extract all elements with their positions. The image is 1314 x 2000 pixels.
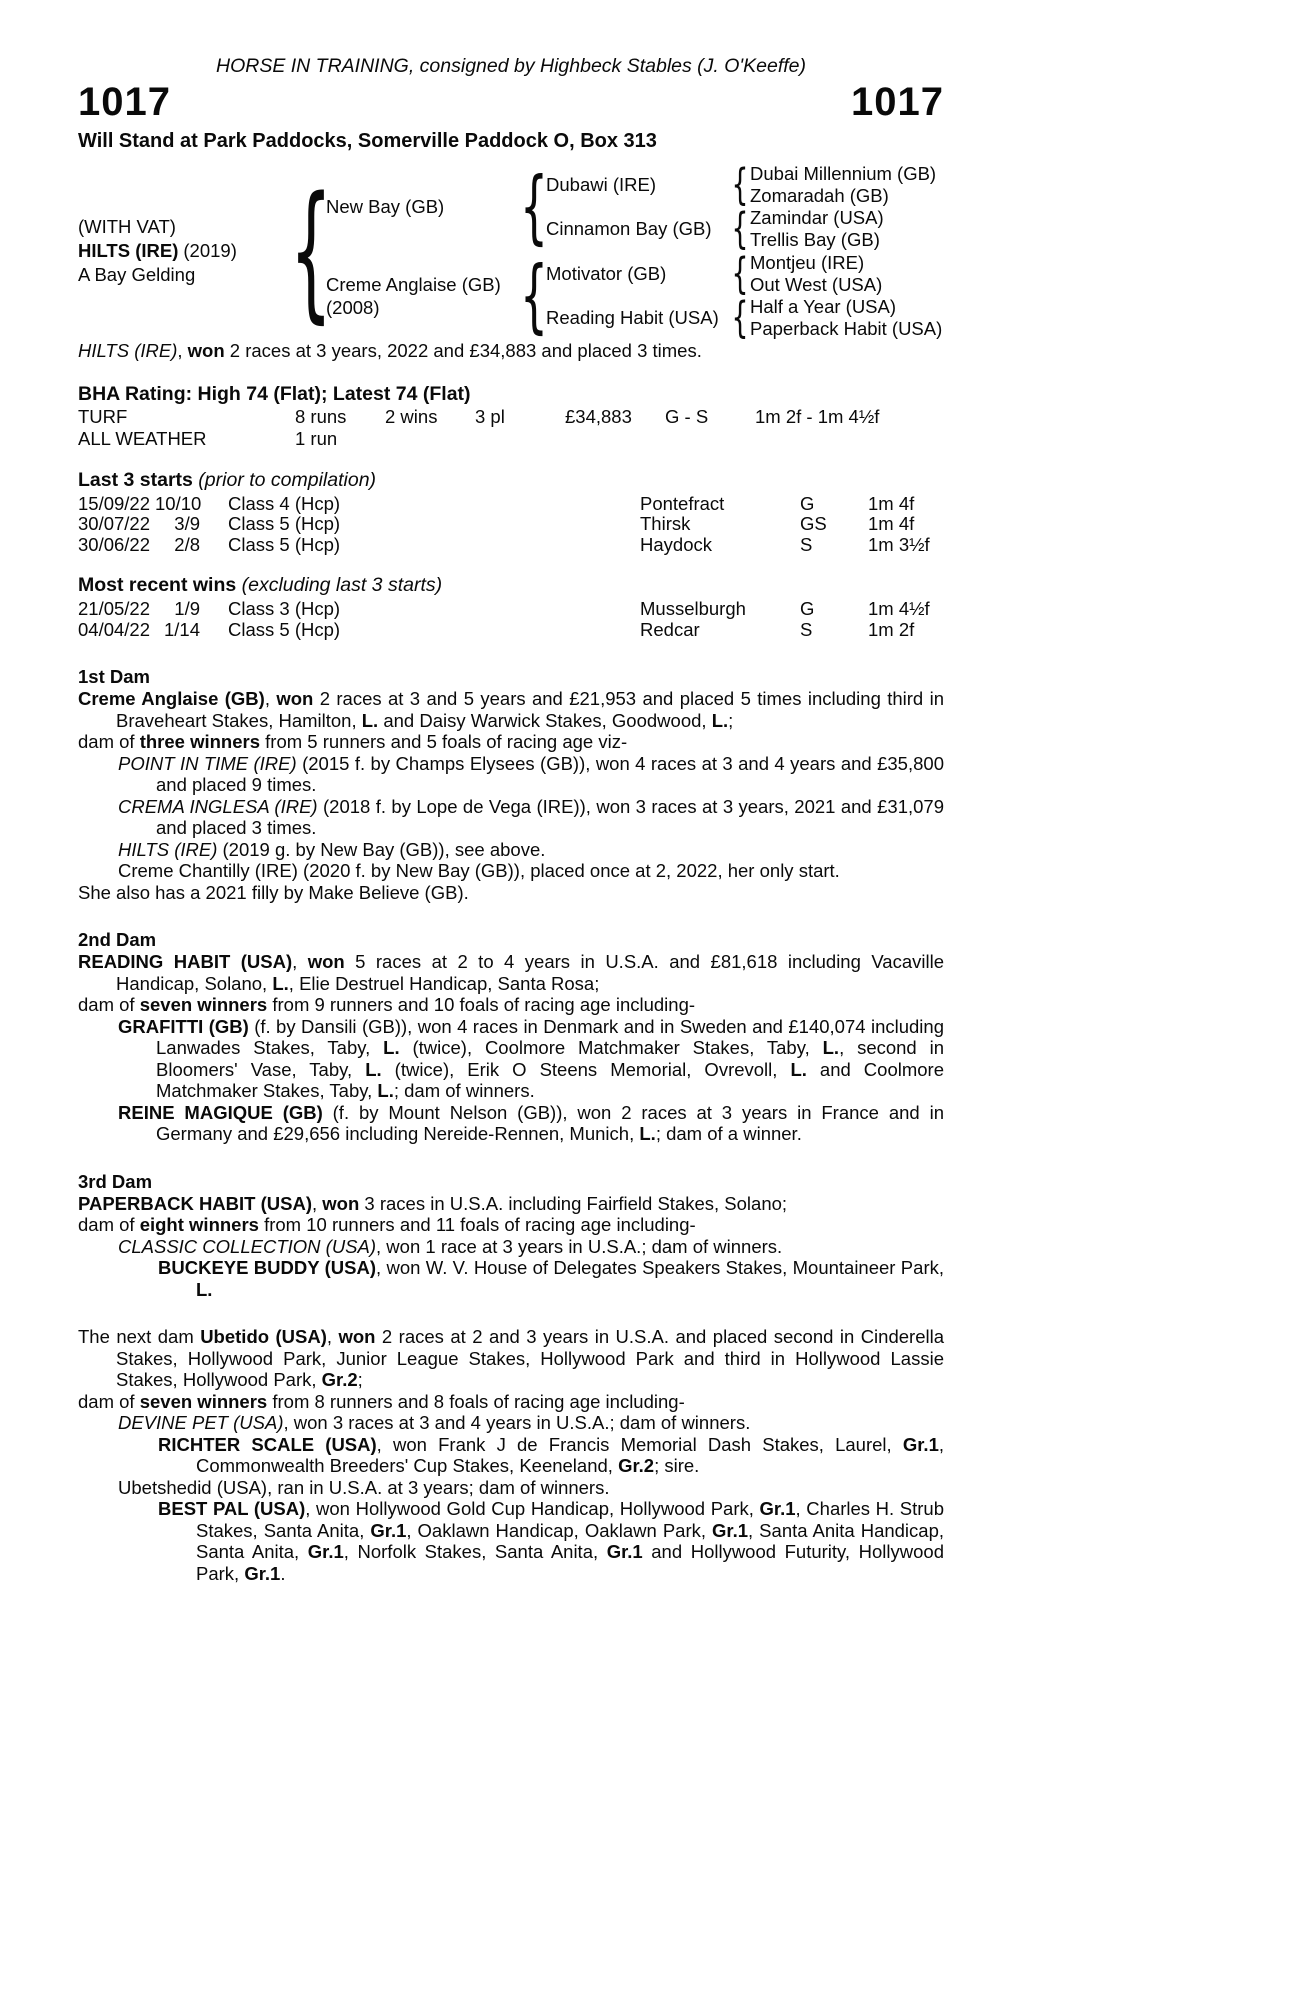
progeny-paragraph: BEST PAL (USA), won Hollywood Gold Cup Handicap, Hollywood Park, Gr.1, Charles H. Strub Stakes, Santa Anita, Gr.1, Oaklawn Handicap, Oaklawn Park, Gr.1, Santa Anita Handicap, Santa Anita, Gr.1, Norfolk Stakes, Santa Anita, Gr.1 and Hollywood Futurity, Hollywood Park, Gr.1.: [158, 1498, 945, 1584]
parents-column: [326, 159, 943, 343]
race-course: Thirsk: [640, 513, 691, 534]
dam-paragraph: dam of three winners from 5 runners and 5 foals of racing age viz-: [78, 731, 628, 752]
dam-paragraph: She also has a 2021 filly by Make Believe (GB).: [78, 881, 469, 903]
race-row: [78, 514, 944, 535]
race-row: [78, 599, 944, 620]
dam-paragraph: dam of seven winners from 9 runners and 10 foals of racing age including-: [78, 994, 696, 1015]
progeny-paragraph: GRAFITTI (GB) (f. by Dansili (GB)), won 4 races in Denmark and in Sweden and £140,074 including Lanwades Stakes, Taby, L. (twice), Coolmore Matchmaker Stakes, Taby, L., second in Bloomers' Vase, Taby, L. (twice), Erik O Steens Memorial, Ovrevoll, L. and Coolmore Matchmaker Stakes, Taby, L.; dam of winners.: [118, 1015, 944, 1101]
race-class: Class 5 (Hcp): [228, 533, 341, 555]
progeny-paragraph: REINE MAGIQUE (GB) (f. by Mount Nelson (GB)), won 2 races at 3 years in France and in Germany and £29,656 including Nereide-Rennen, Munich, L.; dam of a winner.: [118, 1101, 944, 1144]
dam-paragraph: dam of eight winners from 10 runners and 11 foals of racing age including-: [78, 1214, 696, 1235]
stats-cell: 3 pl: [475, 405, 505, 427]
stand-location: Will Stand at Park Paddocks, Somerville Paddock O, Box 313: [78, 130, 657, 152]
dam-paragraph: PAPERBACK HABIT (USA), won 3 races in U.S.A. including Fairfield Stakes, Solano;: [78, 1192, 788, 1214]
dam-paragraph: Creme Anglaise (GB), won 2 races at 3 and 5 years and £21,953 and placed 5 times including third in Braveheart Stakes, Hamilton, L. and Daisy Warwick Stakes, Goodwood, L.;: [78, 688, 944, 731]
race-distance: 1m 4½f: [868, 598, 930, 619]
race-class: Class 3 (Hcp): [228, 598, 341, 619]
grandsire-branch: Motivator (GB) { Montjeu (IRE) Out West (USA): [546, 252, 942, 296]
dam-name: Creme Anglaise (GB) (2008): [326, 273, 501, 318]
race-position: 1/14: [163, 618, 200, 640]
stats-cell: 1m 2f - 1m 4½f: [755, 405, 880, 427]
stats-table: [78, 406, 944, 450]
race-going: GS: [800, 513, 827, 534]
dam-paragraph: dam of seven winners from 8 runners and 8 foals of racing age including-: [78, 1390, 685, 1412]
race-position: 1/9: [174, 598, 200, 619]
recent-wins-table: [78, 599, 944, 640]
pedigree-name: Montjeu (IRE): [750, 251, 865, 273]
last-starts-heading: Last 3 starts (prior to compilation): [78, 468, 377, 491]
race-position: 2/8: [174, 533, 200, 555]
race-row: [78, 620, 944, 641]
stats-cell: ALL WEATHER: [78, 427, 207, 449]
progeny-paragraph: CLASSIC COLLECTION (USA), won 1 race at 3 years in U.S.A.; dam of winners.: [118, 1235, 783, 1257]
last-starts-table: [78, 494, 944, 556]
race-position: 3/9: [174, 513, 200, 534]
stats-cell: [385, 428, 475, 450]
progeny-paragraph: CREMA INGLESA (IRE) (2018 f. by Lope de Vega (IRE)), won 3 races at 3 years, 2021 and £31,079 and placed 3 times.: [118, 795, 944, 838]
pedigree-name: Half a Year (USA): [750, 295, 897, 317]
progeny-paragraph: DEVINE PET (USA), won 3 races at 3 and 4 years in U.S.A.; dam of winners.: [118, 1412, 751, 1433]
race-row: [78, 494, 944, 515]
progeny-paragraph: BUCKEYE BUDDY (USA), won W. V. House of Delegates Speakers Stakes, Mountaineer Park, L.: [158, 1257, 944, 1300]
section-next-dam: [78, 1326, 944, 1584]
race-going: G: [800, 598, 815, 619]
race-date: 30/06/22: [78, 533, 151, 555]
stats-cell: [665, 428, 755, 450]
race-distance: 1m 4f: [868, 492, 915, 514]
race-date: 04/04/22: [78, 618, 151, 640]
stats-row-turf: [78, 406, 944, 428]
recent-wins-heading: Most recent wins (excluding last 3 starts): [78, 574, 443, 596]
stats-cell: G - S: [665, 405, 709, 427]
lot-number-left: 1017: [78, 80, 171, 124]
section-3rd-dam: [78, 1171, 944, 1301]
race-course: Haydock: [640, 533, 712, 555]
race-class: Class 5 (Hcp): [228, 513, 341, 534]
section-2nd-dam: [78, 929, 944, 1145]
lot-row: [78, 80, 944, 124]
pedigree-name: Trellis Bay (GB): [750, 228, 880, 250]
granddam-branch: Cinnamon Bay (GB) { Zamindar (USA) Trellis Bay (GB): [546, 207, 936, 251]
pedigree-name: Dubai Millennium (GB): [750, 162, 937, 184]
pedigree-name: Reading Habit (USA): [546, 307, 719, 328]
race-going: G: [800, 492, 815, 514]
subject-name: HILTS (IRE) (2019): [78, 240, 237, 261]
granddam-branch: Reading Habit (USA) { Half a Year (USA) Paperback Habit (USA): [546, 292, 943, 343]
section-heading: 1st Dam: [78, 666, 150, 687]
race-date: 15/09/22: [78, 492, 151, 514]
race-going: S: [800, 533, 813, 555]
pedigree-name: Zamindar (USA): [750, 206, 884, 228]
dam-paragraph: The next dam Ubetido (USA), won 2 races at 2 and 3 years in U.S.A. and placed second in Cinderella Stakes, Hollywood Park, Junior League Stakes, Hollywood Park and third in Hollywood Lassie Stakes, Hollywood Park, Gr.2;: [78, 1326, 944, 1390]
subject-year: (2019): [183, 240, 237, 261]
stats-cell: [755, 428, 944, 450]
section-heading: 3rd Dam: [78, 1170, 153, 1192]
pedigree-name: Dubawi (IRE): [546, 174, 656, 195]
race-row: [78, 535, 944, 556]
stats-cell: [475, 428, 565, 450]
dam-paragraph: READING HABIT (USA), won 5 races at 2 to 4 years in U.S.A. and £81,618 including Vacaville Handicap, Solano, L., Elie Destruel Handicap, Santa Rosa;: [78, 951, 944, 994]
section-heading: 2nd Dam: [78, 929, 157, 950]
pedigree-name: Cinnamon Bay (GB): [546, 218, 712, 239]
stats-cell: 1 run: [295, 427, 338, 449]
stats-cell: £34,883: [565, 405, 632, 427]
sire-name: New Bay (GB): [326, 196, 445, 217]
pedigree-name: Zomaradah (GB): [750, 184, 889, 206]
sire-branch: New Bay (GB) { Dubawi (IRE) { Dubai Millennium (GB) Zomaradah (GB) Cinnamon Bay (GB) { Zamindar (USA) Trellis Bay (GB): [326, 159, 937, 254]
race-course: Musselburgh: [640, 598, 746, 619]
progeny-paragraph: Ubetshedid (USA), ran in U.S.A. at 3 years; dam of winners.: [118, 1476, 610, 1498]
stats-cell: TURF: [78, 405, 128, 427]
pedigree-table: (WITH VAT) HILTS (IRE) (2019) A Bay Gelding { New Bay (GB) { Dubawi (IRE) { Dubai Millennium (GB) Zomaradah (GB) Cinnamon Bay (GB) { Zamindar (USA) Trellis Bay (GB) Creme Anglaise (GB) (2008) { Motivator (GB) { Montjeu (IRE) Out West (USA) Reading Habit (USA) { Half a Year (USA) Paperback Habit (USA): [78, 159, 943, 343]
catalogue-page: [78, 54, 944, 1584]
stats-cell: 2 wins: [385, 405, 438, 427]
progeny-paragraph: Creme Chantilly (IRE) (2020 f. by New Bay (GB)), placed once at 2, 2022, her only start.: [118, 860, 840, 881]
dam-branch: Creme Anglaise (GB) (2008) { Motivator (GB) { Montjeu (IRE) Out West (USA) Reading Habit (USA) { Half a Year (USA) Paperback Habit (USA): [326, 248, 943, 343]
lot-number-right: 1017: [851, 80, 944, 124]
race-date: 21/05/22: [78, 598, 151, 619]
race-class: Class 4 (Hcp): [228, 492, 341, 514]
progeny-paragraph: RICHTER SCALE (USA), won Frank J de Francis Memorial Dash Stakes, Laurel, Gr.1, Commonwealth Breeders' Cup Stakes, Keeneland, Gr.2; sire.: [158, 1433, 944, 1476]
stats-row-all-weather: [78, 428, 944, 450]
race-distance: 1m 2f: [868, 618, 915, 640]
vat-note: (WITH VAT): [78, 216, 176, 237]
pedigree-name: Out West (USA): [750, 273, 883, 295]
stats-cell: [565, 428, 665, 450]
section-1st-dam: [78, 666, 944, 903]
pedigree-name: Paperback Habit (USA): [750, 317, 943, 339]
race-summary: HILTS (IRE), won 2 races at 3 years, 2022 and £34,883 and placed 3 times.: [78, 340, 702, 361]
race-distance: 1m 4f: [868, 513, 915, 534]
race-distance: 1m 3½f: [868, 533, 930, 555]
subject-description: A Bay Gelding: [78, 264, 196, 285]
progeny-paragraph: HILTS (IRE) (2019 g. by New Bay (GB)), see above.: [118, 838, 546, 860]
race-date: 30/07/22: [78, 513, 151, 534]
race-position: 10/10: [155, 492, 202, 514]
consignor-line: HORSE IN TRAINING, consigned by Highbeck Stables (J. O'Keeffe): [215, 55, 807, 77]
race-going: S: [800, 618, 813, 640]
grandsire-branch: Dubawi (IRE) { Dubai Millennium (GB) Zomaradah (GB): [546, 159, 937, 210]
subject-block: [78, 215, 296, 287]
progeny-paragraph: POINT IN TIME (IRE) (2015 f. by Champs Elysees (GB)), won 4 races at 3 and 4 years and £35,800 and placed 9 times.: [118, 752, 944, 795]
race-course: Pontefract: [640, 492, 725, 514]
pedigree-name: Motivator (GB): [546, 263, 667, 284]
race-course: Redcar: [640, 618, 700, 640]
stats-cell: 8 runs: [295, 405, 347, 427]
race-class: Class 5 (Hcp): [228, 618, 341, 640]
bha-rating: BHA Rating: High 74 (Flat); Latest 74 (Flat): [78, 382, 471, 405]
